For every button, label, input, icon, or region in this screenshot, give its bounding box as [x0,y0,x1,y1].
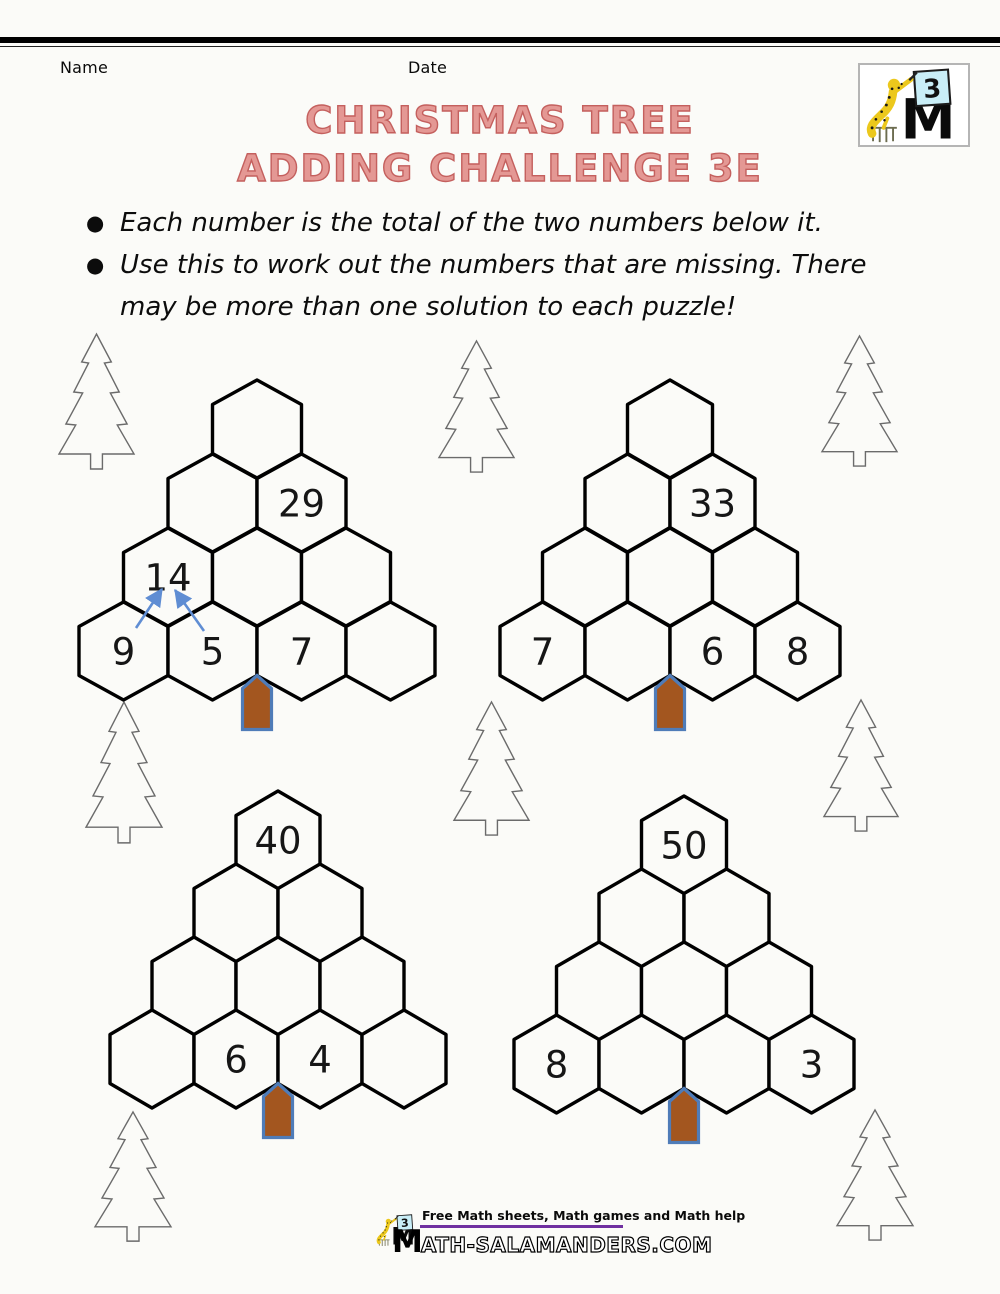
trunk [243,676,272,730]
decorative-tree-icon [454,702,529,835]
hex-number: 7 [530,630,555,674]
footer-site-initial: M [392,1224,421,1260]
decorative-tree-icon [824,700,898,831]
hex-number: 14 [144,556,192,600]
hex-number: 4 [308,1038,332,1082]
puzzle-tree-4 [514,796,854,1143]
hex-number: 7 [289,630,314,674]
hex-number: 33 [688,482,737,526]
hex-number: 29 [277,482,326,526]
instruction-text: Each number is the total of the two numbers below it. [120,208,823,238]
puzzles-layer [79,380,854,1143]
trunk [656,676,685,730]
puzzle-tree-3 [110,791,446,1138]
trunk [670,1089,699,1143]
footer-site-rest: ATH-SALAMANDERS.COM [420,1233,713,1257]
page-title: CHRISTMAS TREE [305,99,695,142]
decorative-tree-icon [95,1112,171,1241]
footer-site-name [392,1224,712,1260]
hex-number: 50 [660,824,708,868]
decorative-tree-icon [822,336,897,466]
trunk [264,1084,293,1138]
page-subtitle: ADDING CHALLENGE 3E [237,147,763,190]
hex-number: 6 [700,630,725,674]
decorative-tree-icon [837,1110,913,1240]
hex-number: 40 [254,819,302,863]
footer-tagline: Free Math sheets, Math games and Math help [422,1208,746,1223]
decorative-tree-icon [59,334,134,469]
puzzle-tree-1 [79,380,435,730]
hex-number: 6 [224,1038,248,1082]
name-label: Name [60,58,109,77]
decorative-tree-icon [86,702,162,843]
puzzle-tree-2 [500,380,840,730]
bullet-icon: ● [86,211,105,235]
hex-number: 5 [200,630,225,674]
instruction-text: Use this to work out the numbers that are missing. There may be more than one solution to each puzzle! [120,250,867,322]
hex-number: 8 [785,630,810,674]
date-label: Date [408,58,448,77]
hex-number: 8 [544,1043,569,1087]
decorative-tree-icon [439,341,514,472]
hex-number: 3 [799,1043,824,1087]
bullet-icon: ● [86,253,105,277]
hex-number: 9 [111,630,136,674]
